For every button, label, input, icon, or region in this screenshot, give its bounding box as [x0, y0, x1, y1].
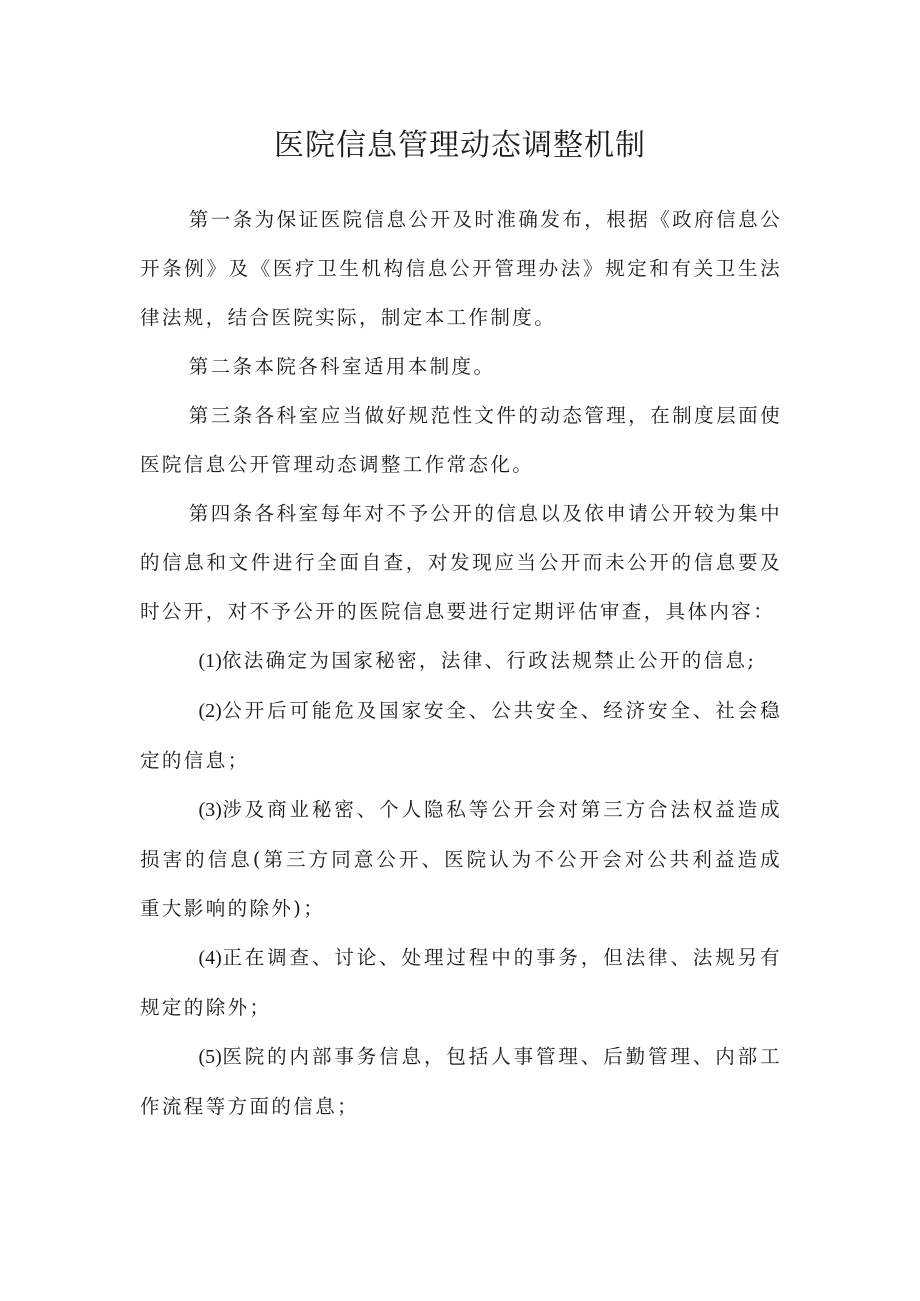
article-4: 第四条各科室每年对不予公开的信息以及依申请公开较为集中的信息和文件进行全面自查，对发现应当公开而未公开的信息要及时公开，对不予公开的医院信息要进行定期评估审查，具体内容：: [140, 502, 782, 623]
list-item-number: (1): [198, 650, 222, 672]
list-item-5: [140, 1032, 782, 1131]
list-item-text: 公开后可能危及国家安全、公共安全、经济安全、社会稳定的信息；: [140, 699, 782, 772]
list-item-number: (4): [198, 947, 222, 969]
article-1: 第一条为保证医院信息公开及时准确发布，根据《政府信息公开条例》及《医疗卫生机构信息公开管理办法》规定和有关卫生法律法规，结合医院实际，制定本工作制度。: [140, 208, 782, 329]
list-item-number: (2): [198, 700, 222, 722]
list-item-text: 涉及商业秘密、个人隐私等公开会对第三方合法权益造成损害的信息(第三方同意公开、医院认为不公开会对公共利益造成重大影响的除外)；: [140, 798, 782, 920]
list-item-1: [140, 636, 782, 686]
document-title: 医院信息管理动态调整机制: [274, 128, 646, 163]
article-3: 第三条各科室应当做好规范性文件的动态管理，在制度层面使医院信息公开管理动态调整工作常态化。: [140, 404, 782, 476]
list-item-text: 医院的内部事务信息，包括人事管理、后勤管理、内部工作流程等方面的信息；: [140, 1045, 782, 1118]
document-body: [140, 195, 782, 1131]
list-item-4: [140, 933, 782, 1032]
list-item-number: (5): [198, 1046, 222, 1068]
list-item-3: [140, 785, 782, 933]
list-item-number: (3): [198, 799, 222, 821]
list-item-text: 依法确定为国家秘密，法律、行政法规禁止公开的信息;: [221, 649, 757, 672]
list-item-2: [140, 686, 782, 785]
article-2: 第二条本院各科室适用本制度。: [188, 355, 496, 378]
list-item-text: 正在调查、讨论、处理过程中的事务，但法律、法规另有规定的除外；: [140, 946, 782, 1019]
